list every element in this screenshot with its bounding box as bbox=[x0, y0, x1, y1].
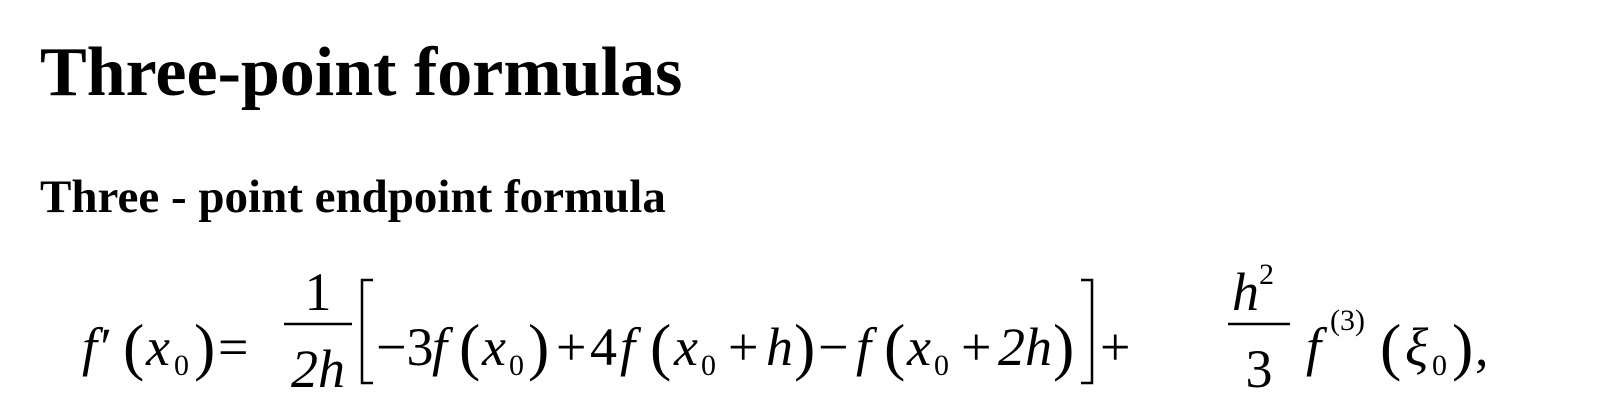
fraction-numerator: 1 bbox=[304, 262, 332, 322]
exponent-two: 2 bbox=[1259, 258, 1274, 291]
var-xi: ξ bbox=[1405, 317, 1429, 377]
fraction-denominator-three: 3 bbox=[1245, 339, 1273, 399]
left-bracket bbox=[362, 280, 373, 383]
formula-lhs-f-prime: f′ bbox=[82, 317, 109, 377]
equals-sign: = bbox=[218, 317, 249, 377]
paren-open: ( bbox=[1380, 311, 1402, 382]
paren-close: ) bbox=[1452, 311, 1474, 382]
paren-close: ) bbox=[1053, 311, 1075, 382]
coefficient-four: 4 bbox=[590, 317, 617, 377]
paren-open: ( bbox=[650, 311, 672, 382]
right-bracket bbox=[1081, 280, 1092, 383]
three-point-endpoint-formula bbox=[0, 250, 1624, 410]
subscript-zero: 0 bbox=[701, 349, 716, 382]
minus-sign: − bbox=[818, 317, 849, 377]
paren-open: ( bbox=[884, 311, 906, 382]
subscript-zero: 0 bbox=[1432, 349, 1447, 382]
func-f: f bbox=[1306, 317, 1322, 377]
subscript-zero: 0 bbox=[934, 349, 949, 382]
two-h: 2h bbox=[998, 317, 1052, 377]
section-heading: Three - point endpoint formula bbox=[40, 171, 666, 223]
var-h: h bbox=[766, 317, 793, 377]
var-x: x bbox=[482, 317, 506, 377]
func-f: f bbox=[856, 317, 872, 377]
trailing-comma: , bbox=[1475, 317, 1489, 377]
page-title: Three-point formulas bbox=[40, 34, 683, 111]
derivative-order: (3) bbox=[1330, 304, 1365, 337]
subscript-zero: 0 bbox=[509, 349, 524, 382]
plus-sign: + bbox=[556, 317, 587, 377]
var-x: x bbox=[146, 317, 170, 377]
var-x: x bbox=[674, 317, 698, 377]
fraction-numerator-h: h bbox=[1232, 262, 1259, 322]
subscript-zero: 0 bbox=[174, 349, 189, 382]
plus-sign: + bbox=[1100, 317, 1131, 377]
paren-open: ( bbox=[459, 311, 481, 382]
paren-open: ( bbox=[123, 311, 145, 382]
coefficient-minus-three: −3 bbox=[376, 317, 434, 377]
plus-sign: + bbox=[961, 317, 992, 377]
func-f: f bbox=[432, 317, 448, 377]
paren-close: ) bbox=[528, 311, 550, 382]
plus-sign: + bbox=[728, 317, 759, 377]
paren-close: ) bbox=[794, 311, 816, 382]
paren-close: ) bbox=[194, 311, 216, 382]
fraction-denominator: 2h bbox=[291, 339, 345, 399]
func-f: f bbox=[620, 317, 636, 377]
var-x: x bbox=[907, 317, 931, 377]
